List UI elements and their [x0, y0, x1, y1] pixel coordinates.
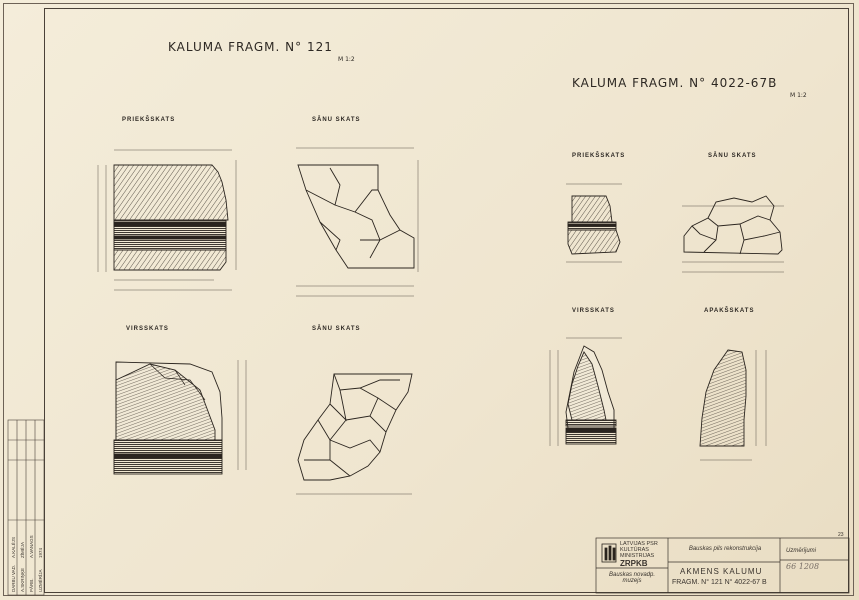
- org-line-2: KULTŪRAS: [620, 547, 649, 553]
- object-subtitle: FRAGM. N° 121 N° 4022-67 B: [672, 579, 767, 586]
- strip-text-3: PĀRB.: [29, 578, 34, 592]
- org-name: ZRPKB: [620, 559, 648, 568]
- strip-text-1: DARBU VAD.: [11, 564, 16, 592]
- strip-text-7: A.VANAGS: [29, 535, 34, 558]
- right-front-label: PRIEKŠSKATS: [572, 153, 626, 159]
- strip-text-5: A.KALĒJS: [11, 536, 16, 558]
- left-top-label: VIRSSKATS: [126, 326, 169, 332]
- strip-text-6: ZĪMĒJA: [20, 541, 25, 558]
- inventory-number: 66 1208: [786, 562, 820, 571]
- org-line-1: LATVIJAS PSR: [620, 541, 658, 547]
- sheet-number: 23: [838, 532, 844, 538]
- left-scale: M 1:2: [338, 56, 355, 63]
- right-scale: M 1:2: [790, 92, 807, 99]
- inventory-label: Uzmērījumi: [786, 548, 816, 554]
- right-bottom-label: APAKŠSKATS: [704, 308, 755, 314]
- sub-dept-text: Bauskas novadp. muzejs: [608, 572, 656, 584]
- left-side-label-top: SĀNU SKATS: [312, 117, 361, 123]
- strip-text-2: A.SKRIŅĶE: [20, 567, 25, 592]
- right-title: KALUMA FRAGM. N° 4022-67B: [572, 76, 778, 90]
- org-line-3: MINISTRIJAS: [620, 553, 655, 559]
- strip-text-8: 1974: [38, 547, 43, 558]
- right-top-label: VIRSSKATS: [572, 308, 615, 314]
- left-title: KALUMA FRAGM. N° 121: [168, 40, 333, 54]
- left-side-label-bottom: SĀNU SKATS: [312, 326, 361, 332]
- left-front-label: PRIEKŠSKATS: [122, 117, 176, 123]
- right-side-label: SĀNU SKATS: [708, 153, 757, 159]
- strip-text-4: UZMĒRĪJA: [38, 569, 43, 592]
- object-title: AKMENS KALUMU: [680, 567, 763, 576]
- dept-text: Bauskas pils rekonstrukcija: [688, 546, 762, 552]
